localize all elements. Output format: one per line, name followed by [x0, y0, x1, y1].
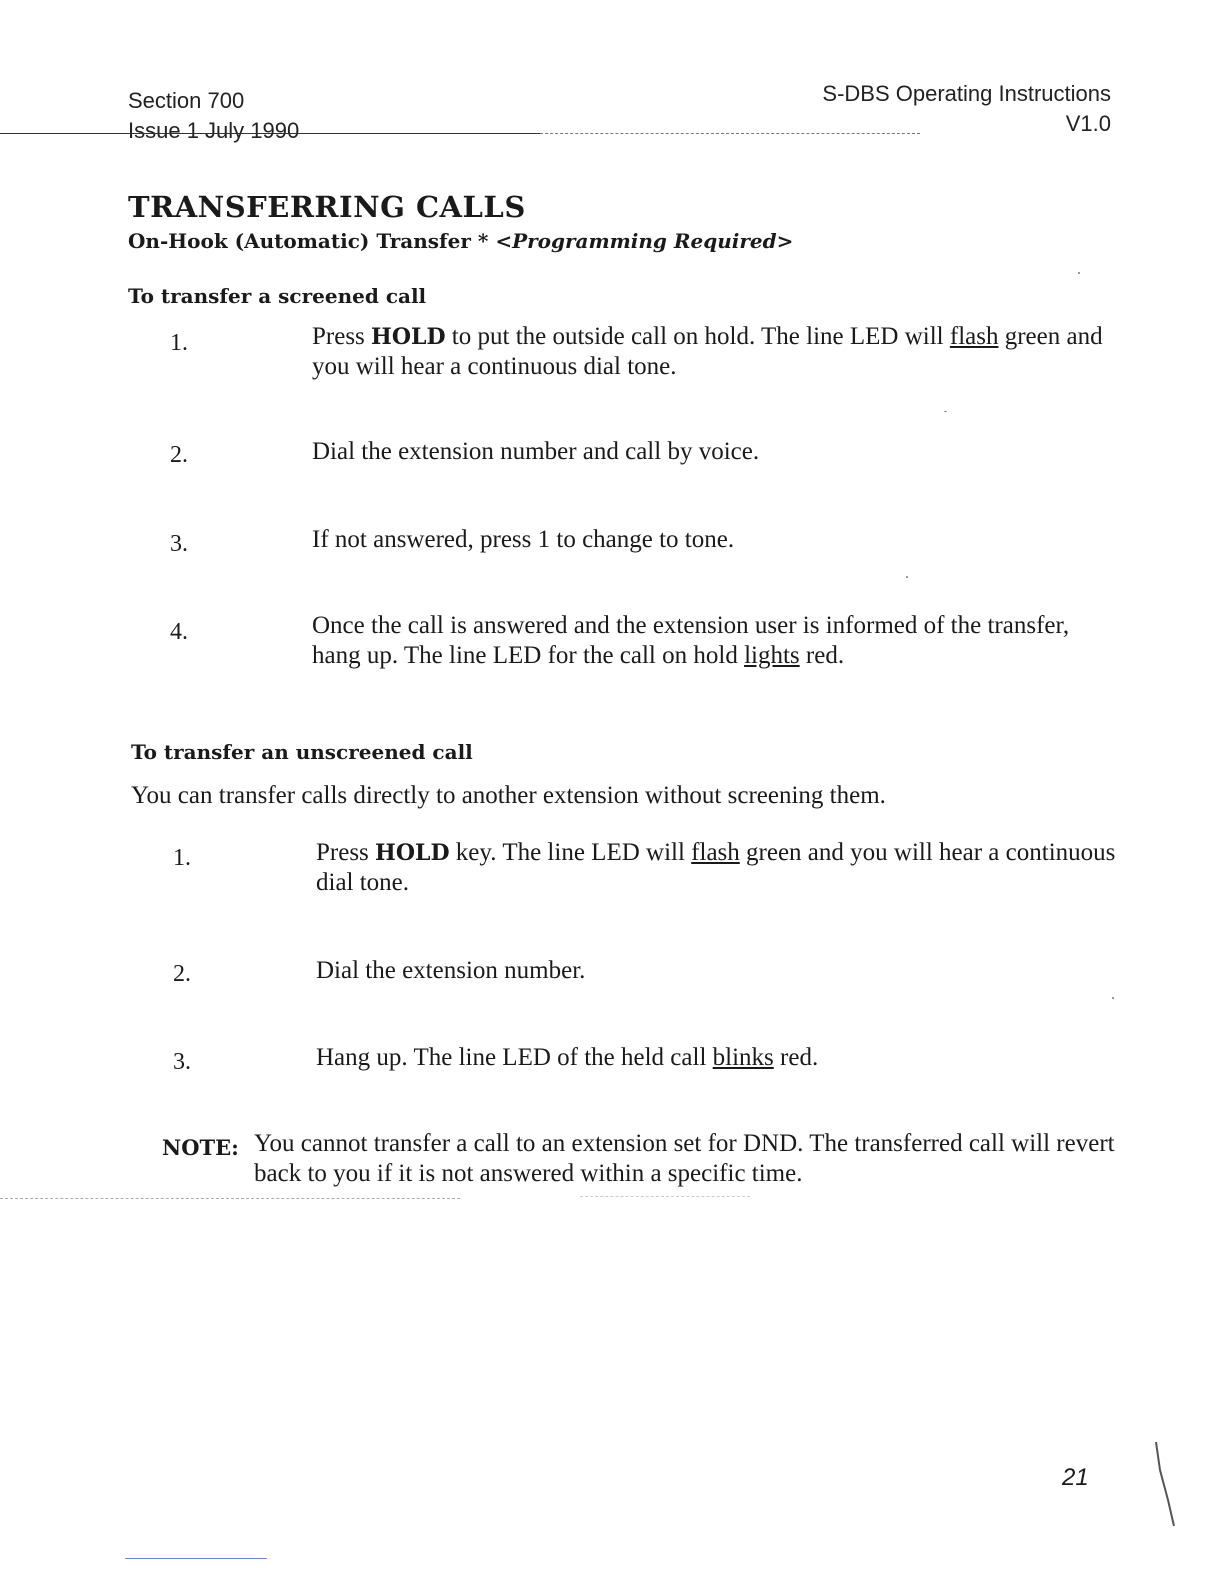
- step-number: 2.: [173, 961, 191, 987]
- unscreened-step-2: Dial the extension number.: [316, 957, 586, 984]
- screened-step-1: Press HOLD to put the outside call on hold. The line LED will flash green and you will hear a continuous dial tone.: [312, 323, 1103, 380]
- step-number: 3.: [173, 1049, 191, 1075]
- hold-key-label: HOLD: [371, 324, 446, 350]
- lights-term: lights: [744, 642, 800, 669]
- note-text: You cannot transfer a call to an extension set for DND. The transferred call will revert back to you if it is not answered within a specific time.: [254, 1130, 1115, 1187]
- bottom-blue-rule: [125, 1558, 267, 1559]
- hold-key-label: HOLD: [375, 840, 450, 866]
- issue-label: Issue 1 July 1990: [128, 118, 300, 143]
- screened-step-4: Once the call is answered and the extension user is informed of the transfer, hang up. The line LED for the call on hold lights red.: [312, 612, 1070, 669]
- footer-rule-faded: [580, 1196, 750, 1197]
- section-label: Section 700: [128, 88, 245, 113]
- unscreened-step-1: Press HOLD key. The line LED will flash green and you will hear a continuous dial tone.: [316, 839, 1116, 896]
- programming-required-tag: <Programming Required>: [495, 229, 794, 253]
- step-number: 2.: [170, 442, 188, 468]
- subtitle-main: On-Hook (Automatic) Transfer *: [128, 229, 489, 253]
- scan-speck: [1112, 997, 1114, 999]
- blinks-term: blinks: [712, 1044, 774, 1071]
- scan-mark: [1150, 1440, 1180, 1530]
- page-number: 21: [1062, 1464, 1089, 1491]
- page-subtitle: [128, 229, 793, 253]
- footer-rule: [0, 1198, 460, 1199]
- scan-speck: [906, 576, 908, 578]
- unscreened-heading: To transfer an unscreened call: [131, 740, 473, 764]
- scan-speck: [944, 411, 947, 412]
- flash-term: flash: [949, 323, 999, 350]
- screened-heading: To transfer a screened call: [128, 284, 427, 308]
- step-number: 1.: [170, 330, 188, 356]
- step-number: 3.: [170, 531, 188, 557]
- header-rule-faded: [540, 133, 920, 134]
- screened-step-2: Dial the extension number and call by voice.: [312, 438, 760, 465]
- unscreened-intro: You can transfer calls directly to another extension without screening them.: [131, 782, 886, 809]
- step-number: 1.: [173, 845, 191, 871]
- scan-speck: [1078, 272, 1080, 274]
- note-label: NOTE:: [162, 1135, 239, 1160]
- document-title: S-DBS Operating Instructions: [822, 81, 1111, 106]
- version-label: V1.0: [1065, 111, 1111, 136]
- flash-term: flash: [691, 839, 740, 866]
- header-rule: [0, 133, 540, 134]
- screened-step-3: If not answered, press 1 to change to tone.: [312, 526, 735, 553]
- page-title: TRANSFERRING CALLS: [128, 190, 526, 224]
- unscreened-step-3: Hang up. The line LED of the held call blinks red.: [316, 1044, 819, 1071]
- step-number: 4.: [170, 619, 188, 645]
